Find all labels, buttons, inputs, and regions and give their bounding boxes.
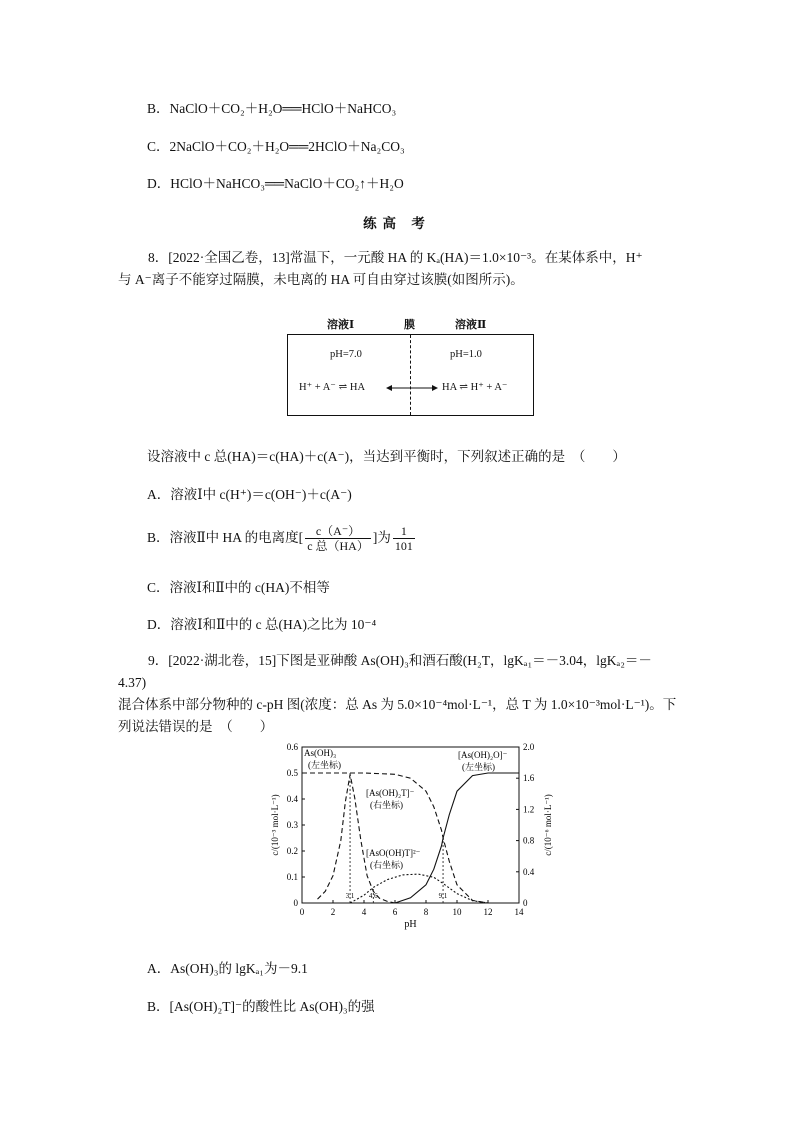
solution-2-ph: pH=1.0: [450, 349, 482, 360]
solution-1-title: 溶液Ⅰ: [327, 319, 355, 331]
y-left-tick-label: 0: [293, 898, 298, 908]
option-label: C．: [147, 139, 170, 154]
q7-option-d: [147, 175, 404, 193]
q8-stem-line-1: 8．[2022·全国乙卷，13]常温下，一元酸 HA 的 Kₐ(HA)＝1.0×10⁻³。在某体系中，H⁺: [148, 250, 643, 265]
x-tick-label: 10: [452, 907, 462, 917]
x-tick-label: 14: [514, 907, 524, 917]
y-left-tick-label: 0.2: [286, 846, 298, 856]
y-right-axis-label: c/(10⁻⁶ mol·L⁻¹): [543, 794, 553, 856]
fraction-denominator: 101: [394, 539, 413, 554]
q8-option-d: D．溶液Ⅰ和Ⅱ中的 c 总(HA)之比为 10⁻⁴: [147, 617, 377, 632]
q9-stem: [118, 650, 678, 738]
membrane-line: [410, 335, 411, 415]
solution-2-title: 溶液Ⅱ: [455, 319, 487, 331]
membrane-diagram: [287, 316, 534, 416]
x-tick-label: 8: [423, 907, 429, 917]
q8-stem-line-2: 与 A⁻离子不能穿过隔膜，未电离的 HA 可自由穿过该膜(如图所示)。: [118, 272, 524, 287]
series-annotation-axis: (左坐标): [462, 762, 495, 772]
chart-svg: [268, 738, 558, 933]
q9-stem-line-1: 9．[2022·湖北卷，15]下图是亚砷酸 As(OH)₃和酒石酸(H₂T，lgKₐ₁＝－3.04，lgKₐ₂＝－4.37): [118, 653, 652, 690]
option-text: 2NaClO＋CO₂＋H₂O══2HClO＋Na₂CO₃: [169, 139, 405, 154]
series-annotation: [As(OH)₂O]⁻: [458, 750, 508, 760]
series-annotation-axis: (左坐标): [308, 760, 341, 770]
x-tick-label: 6: [392, 907, 398, 917]
double-arrow-icon: [386, 381, 438, 395]
y-right-tick-label: 2.0: [523, 742, 535, 752]
series-annotation-axis: (右坐标): [370, 800, 403, 810]
membrane-box: [287, 334, 534, 416]
y-left-tick-label: 0.6: [286, 742, 298, 752]
x-tick-label: 4: [361, 907, 367, 917]
q8-question: 设溶液中 c 总(HA)＝c(HA)＋c(A⁻)，当达到平衡时，下列叙述正确的是 （ ）: [147, 449, 626, 464]
y-left-axis-label: c/(10⁻³ mol·L⁻¹): [270, 794, 280, 856]
option-text: NaClO＋CO₂＋H₂O══HClO＋NaHCO₃: [169, 101, 397, 116]
y-right-tick-label: 0.4: [523, 866, 535, 877]
option-text: HClO＋NaHCO₃══NaClO＋CO₂↑＋H₂O: [170, 176, 404, 191]
series-annotation: As(OH)₃: [304, 748, 337, 758]
marked-x-label: 9.1: [438, 892, 448, 900]
q8-option-a: A．溶液Ⅰ中 c(H⁺)＝c(OH⁻)＋c(A⁻): [147, 487, 352, 502]
q7-option-b: [147, 100, 396, 118]
option-b-text: B．溶液Ⅱ中 HA 的电离度[: [147, 530, 304, 545]
option-b-mid: ]为: [372, 530, 391, 545]
marked-x-label: 4.6: [368, 892, 378, 900]
fraction-ionization: [305, 524, 371, 553]
x-tick-label: 2: [330, 907, 336, 917]
section-title: 练高 考: [363, 216, 431, 231]
y-right-tick-label: 0: [523, 898, 528, 908]
q7-option-c: [147, 138, 405, 156]
series-annotation: [AsO(OH)T]²⁻: [366, 848, 421, 858]
q9-option-a: A．As(OH)₃的 lgKₐ₁为－9.1: [147, 961, 308, 976]
fraction-numerator: 1: [393, 524, 415, 539]
fraction-numerator: c（A⁻）: [305, 524, 371, 539]
y-right-tick-label: 0.8: [523, 835, 535, 846]
q9-stem-line-3: 列说法错误的是 （ ）: [118, 719, 274, 734]
y-left-tick-label: 0.1: [286, 872, 298, 882]
fraction-value: [393, 524, 415, 553]
series-annotation-axis: (右坐标): [370, 860, 403, 870]
q8-stem: [118, 247, 678, 291]
solution-2-equation: HA ⇌ H⁺ + A⁻: [442, 382, 508, 393]
y-right-tick-label: 1.6: [523, 773, 535, 784]
c-ph-chart: [268, 738, 558, 938]
y-right-tick-label: 1.2: [523, 804, 535, 815]
y-left-tick-label: 0.3: [286, 820, 298, 830]
option-label: D．: [147, 176, 171, 191]
q9-stem-line-2: 混合体系中部分物种的 c-pH 图(浓度：总 As 为 5.0×10⁻⁴mol·L⁻¹，总 T 为 1.0×10⁻³mol·L⁻¹)。下: [118, 697, 677, 712]
x-tick-label: 0: [299, 907, 305, 917]
x-axis-label: pH: [404, 919, 417, 930]
q8-option-b: [147, 524, 417, 553]
x-tick-label: 12: [483, 907, 493, 917]
q8-option-c: C．溶液Ⅰ和Ⅱ中的 c(HA)不相等: [147, 580, 330, 595]
series-annotation: [As(OH)₂T]⁻: [366, 788, 415, 798]
membrane-title: 膜: [404, 319, 415, 331]
y-left-tick-label: 0.5: [286, 768, 298, 778]
q9-option-b: B．[As(OH)₂T]⁻的酸性比 As(OH)₃的强: [147, 999, 375, 1014]
fraction-denominator: c 总（HA）: [307, 539, 369, 554]
solution-1-equation: H⁺ + A⁻ ⇌ HA: [299, 382, 366, 393]
option-label: B．: [147, 101, 170, 116]
marked-x-label: 3.1: [345, 892, 355, 900]
solution-1-ph: pH=7.0: [330, 349, 362, 360]
y-left-tick-label: 0.4: [286, 794, 298, 804]
